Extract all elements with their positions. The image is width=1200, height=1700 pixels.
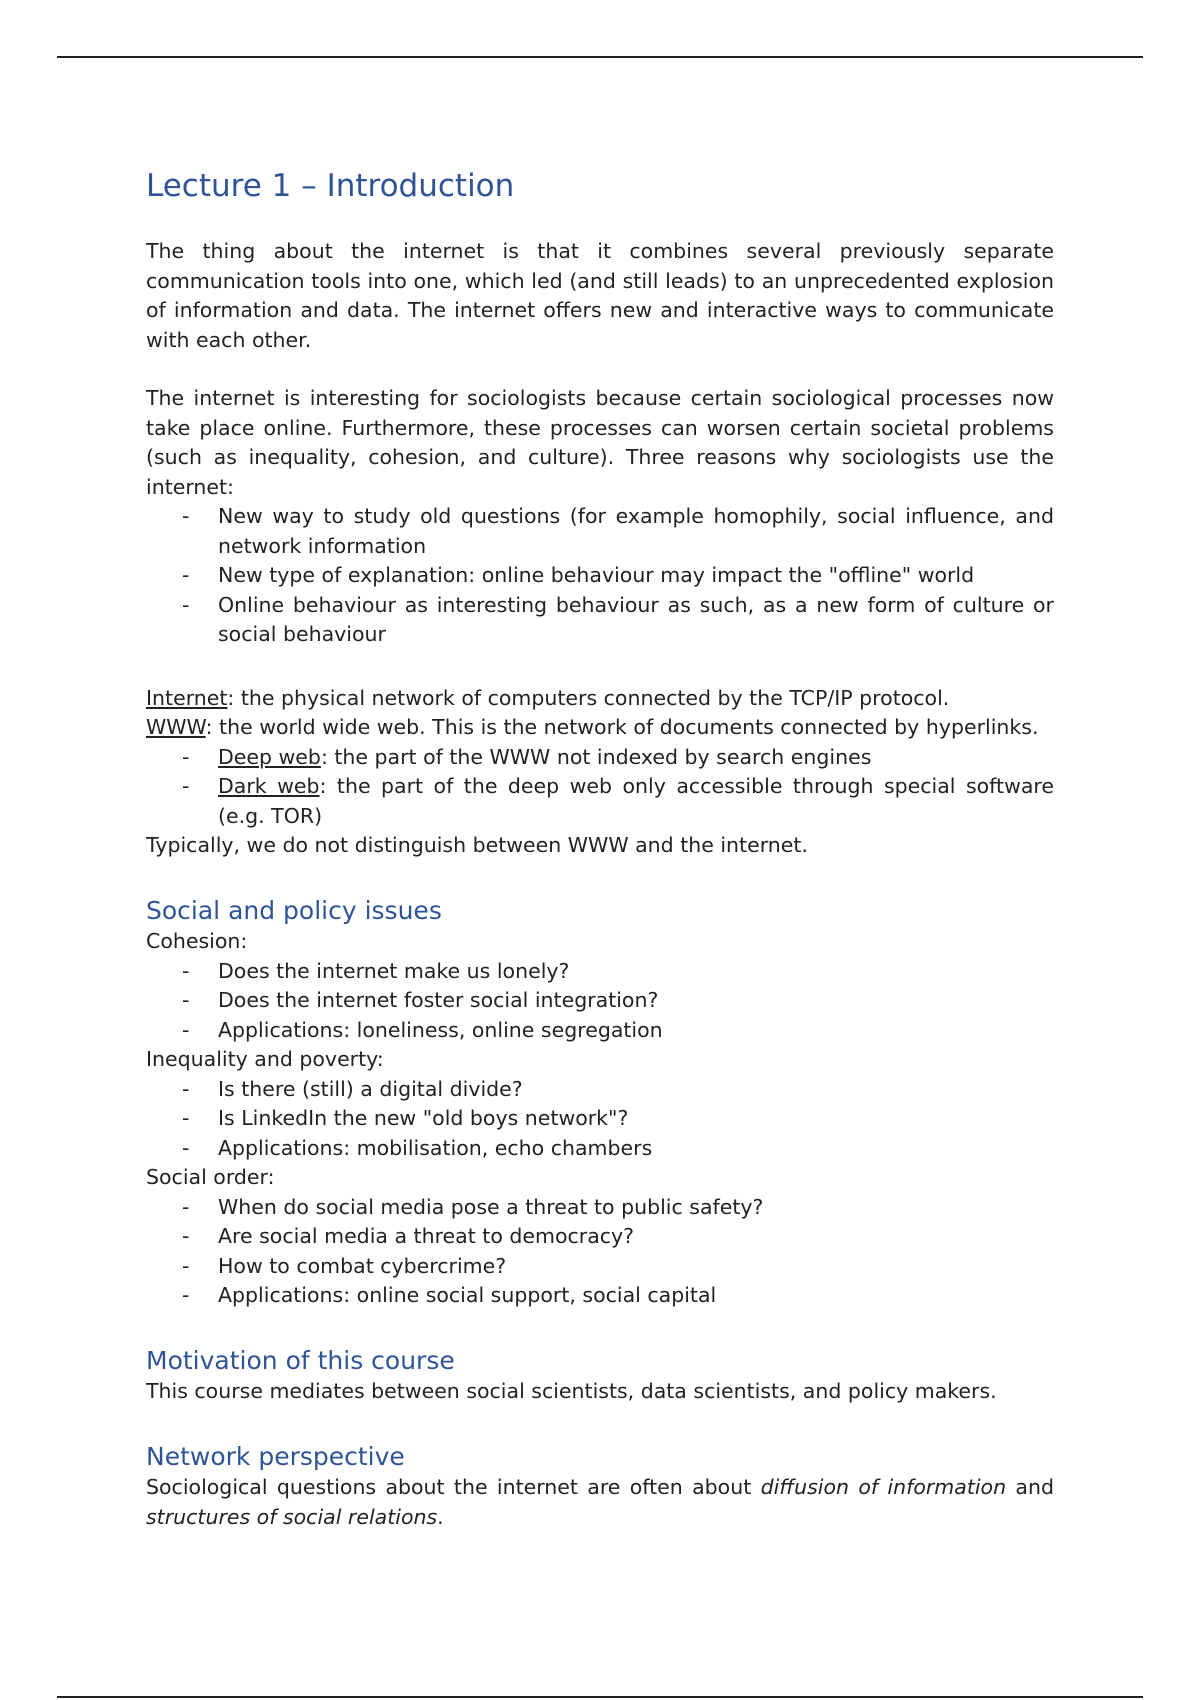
www-def-text: : the world wide web. This is the network of documents connected by hyperlinks. [205,715,1039,740]
list-item: - New way to study old questions (for example homophily, social influence, and network information [146,502,1054,561]
intro-paragraph-2: The internet is interesting for sociologists because certain sociological processes now take place online. Furthermore, these processes can worsen certain societal problems (such as inequality, cohesion, and culture). Three reasons why sociologists use the internet: [146,386,1054,499]
network-emphasis-diffusion: diffusion of information [760,1475,1007,1500]
dark-web-def: : the part of the deep web only accessible through special software (e.g. TOR) [218,774,1054,828]
deep-web-def: : the part of the WWW not indexed by search engines [320,744,872,769]
list-item: - How to combat cybercrime? [146,1252,1054,1282]
internet-term: Internet [146,685,228,710]
network-text-a: Sociological questions about the internet are often about [146,1475,761,1500]
list-item: - Online behaviour as interesting behaviour as such, as a new form of culture or social behaviour [146,591,1054,650]
list-item [146,772,1054,831]
section-heading-motivation: Motivation of this course [146,1345,455,1375]
list-item: - Are social media a threat to democracy? [146,1222,1054,1252]
network-text [146,1473,1054,1532]
network-text-b: and [1006,1475,1054,1500]
dark-web-term: Dark web [218,774,320,799]
deep-web-term: Deep web [218,744,321,769]
list-item: - Applications: online social support, social capital [146,1281,1054,1311]
inequality-list [146,1075,1054,1164]
list-item: - Is there (still) a digital divide? [146,1075,1054,1105]
section-heading-network: Network perspective [146,1441,405,1471]
reasons-list [146,502,1054,650]
cohesion-label: Cohesion: [146,929,248,954]
list-item: - Applications: loneliness, online segregation [146,1016,1054,1046]
list-item: - New type of explanation: online behaviour may impact the "offline" world [146,561,1054,591]
network-text-c: . [437,1504,444,1529]
social-order-list [146,1193,1054,1311]
page-title: Lecture 1 – Introduction [146,168,515,204]
intro-paragraph-1: The thing about the internet is that it combines several previously separate communication tools into one, which led (and still leads) to an unprecedented explosion of information and data. The internet offers new and interactive ways to communicate with each other. [146,239,1054,352]
inequality-label: Inequality and poverty: [146,1047,384,1072]
network-emphasis-structures: structures of social relations [146,1504,438,1529]
list-item: - When do social media pose a threat to public safety? [146,1193,1054,1223]
internet-def-text: : the physical network of computers connected by the TCP/IP protocol. [227,685,950,710]
list-item [146,743,1054,773]
www-term: WWW [146,715,206,740]
typically-note: Typically, we do not distinguish between WWW and the internet. [146,833,808,858]
footer-rule [57,1696,1143,1698]
internet-definition [146,684,1054,714]
list-item: - Applications: mobilisation, echo chambers [146,1134,1054,1164]
www-definition [146,713,1054,743]
cohesion-list [146,957,1054,1046]
header-rule [57,56,1143,58]
motivation-text: This course mediates between social scientists, data scientists, and policy makers. [146,1379,997,1404]
social-order-label: Social order: [146,1165,275,1190]
document-body [146,148,1054,1532]
list-item: - Does the internet foster social integration? [146,986,1054,1016]
section-heading-social: Social and policy issues [146,895,442,925]
list-item: - Is LinkedIn the new "old boys network"? [146,1104,1054,1134]
web-types-list [146,743,1054,832]
list-item: - Does the internet make us lonely? [146,957,1054,987]
